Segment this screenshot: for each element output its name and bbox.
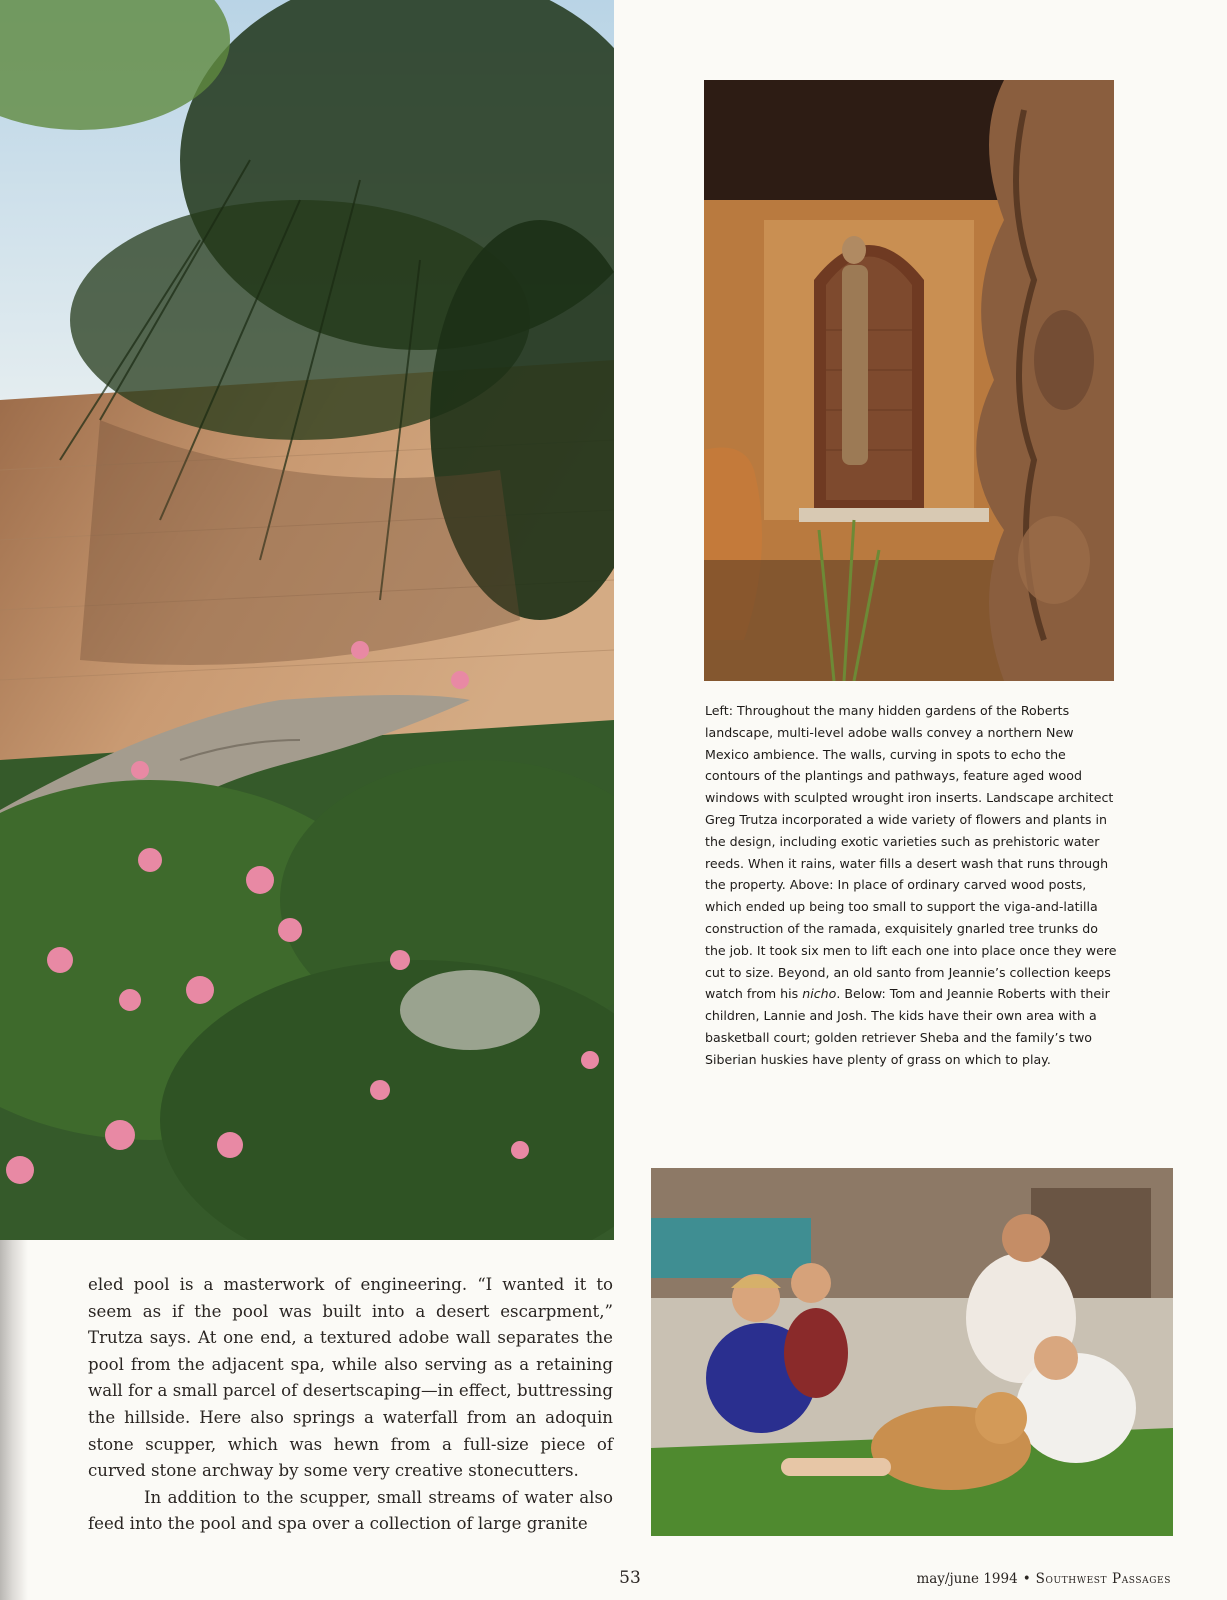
magazine-name: Southwest Passages	[1035, 1571, 1171, 1587]
footer-credit	[916, 1571, 1171, 1587]
ramada-nicho-photo	[704, 80, 1114, 681]
family-portrait-photo	[651, 1168, 1173, 1536]
garden-path-photo	[0, 0, 614, 1240]
article-paragraph-2: In addition to the scupper, small streams of water also feed into the pool and spa over a collection of large granite	[88, 1487, 613, 1534]
page-number: 53	[619, 1568, 641, 1588]
caption-italic-word: nicho	[802, 986, 837, 1002]
article-paragraph-1: eled pool is a masterwork of engineering. “I wanted it to seem as if the pool was built into a desert escarpment,” Trutza says. At one end, a textured adobe wall separates the pool from the adjacent spa, while also serving as a retaining wall for a small parcel of desertscaping—in effect, buttressing the hillside. Here also springs a waterfall from an adoquin stone scupper, which was hewn from a full-size piece of curved stone archway by some very creative stonecutters.	[88, 1275, 613, 1481]
photo-caption	[705, 700, 1117, 1071]
bullet-separator: •	[1022, 1571, 1031, 1587]
caption-text-part2: . Below: Tom and Jeannie Roberts with their children, Lannie and Josh. The kids have their own area with a basketball court; golden retriever Sheba and the family’s two Siberian huskies have plenty of grass on which to play.	[705, 986, 1110, 1067]
article-body	[88, 1272, 613, 1538]
caption-text-part1: Left: Throughout the many hidden gardens of the Roberts landscape, multi-level adobe walls convey a northern New Mexico ambience. The walls, curving in spots to echo the contours of the plantings and pathways, feature aged wood windows with sculpted wrought iron inserts. Landscape architect Greg Trutza incorporated a wide variety of flowers and plants in the design, including exotic varieties such as prehistoric water reeds. When it rains, water fills a desert wash that runs through the property. Above: In place of ordinary carved wood posts, which ended up being too small to support the viga-and-latilla construction of the ramada, exquisitely gnarled tree trunks do the job. It took six men to lift each one into place once they were cut to size. Beyond, an old santo from Jeannie’s collection keeps watch from his	[705, 703, 1117, 1002]
issue-date: may/june 1994	[916, 1571, 1018, 1587]
